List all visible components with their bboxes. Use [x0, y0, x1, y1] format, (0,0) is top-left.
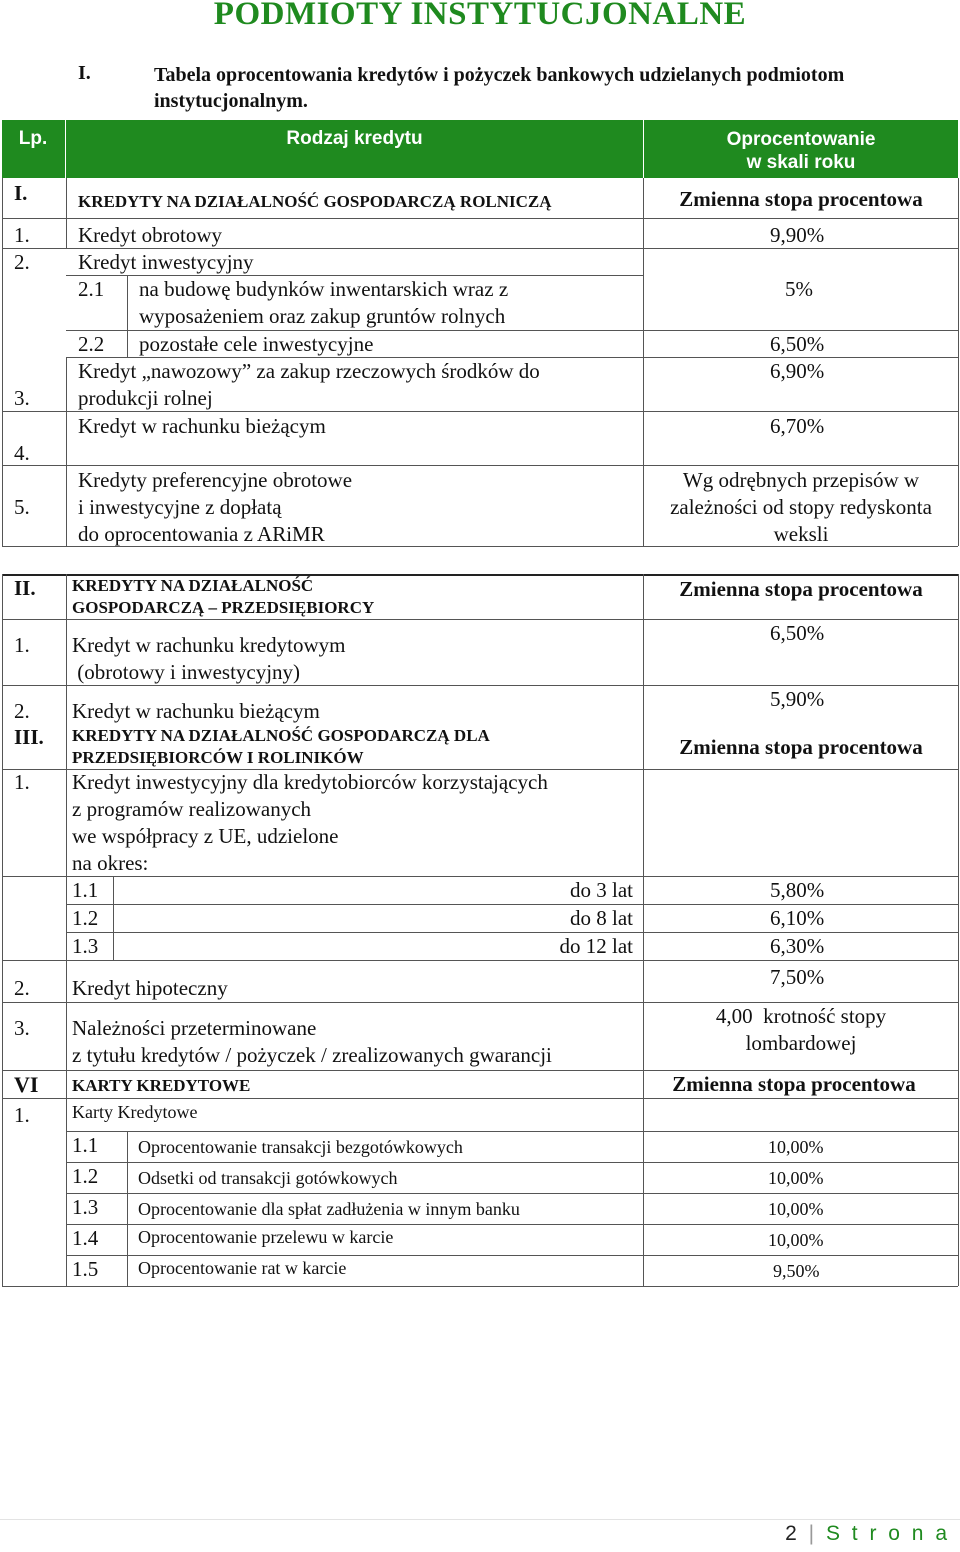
list-item-label: Oprocentowanie dla spłat zadłużenia w innym banku [138, 1199, 520, 1219]
footer-divider [0, 1519, 960, 1520]
list-item-label: Należności przeterminowane z tytułu kredytów / pożyczek / zrealizowanych gwarancji [72, 1016, 552, 1067]
list-item-label: na budowę budynków inwentarskich wraz z wyposażeniem oraz zakup gruntów rolnych [139, 277, 509, 328]
sec6-number: VI [14, 1072, 39, 1097]
list-item-label: Kredyt obrotowy [78, 223, 223, 247]
list-item-label: Kredyt w rachunku bieżącym [72, 699, 320, 723]
list-item-num: 4. [14, 441, 30, 465]
list-item-num: 1.1 [72, 878, 99, 902]
list-item-num: 1.4 [72, 1226, 99, 1250]
list-item-label: Kredyt hipoteczny [72, 976, 228, 1000]
list-item-rate: 6,90% [770, 359, 825, 383]
page-title: PODMIOTY INSTYTUCJONALNE [213, 0, 747, 32]
list-item-num: 5. [14, 495, 30, 519]
list-item-num: 1.2 [72, 906, 99, 930]
list-item-num: 1. [14, 223, 30, 247]
list-item-label: Oprocentowanie przelewu w karcie [138, 1227, 394, 1247]
list-item-label: do 12 lat [559, 934, 633, 958]
footer-label: S t r o n a [825, 1522, 950, 1545]
list-item-rate: 10,00% [768, 1230, 824, 1250]
list-item-rate: Wg odrębnych przepisów w zależności od stopy redyskonta weksli [670, 468, 932, 546]
list-item-label: do 3 lat [570, 878, 633, 902]
list-item-rate: 7,50% [770, 965, 825, 989]
header-lp: Lp. [18, 128, 48, 149]
list-item-label: Oprocentowanie rat w karcie [138, 1258, 347, 1278]
header-rate: Oprocentowanie w skali roku [726, 129, 876, 173]
list-item-rate: 6,30% [770, 934, 825, 958]
list-item-rate: 4,00 krotność stopy lombardowej [715, 1004, 887, 1055]
list-item-label: Kredyt „nawozowy” za zakup rzeczowych środków do produkcji rolnej [78, 359, 540, 410]
list-item-label: Karty Kredytowe [72, 1102, 198, 1122]
page-footer [785, 1522, 950, 1546]
sec3-rate-type: Zmienna stopa procentowa [679, 735, 923, 759]
list-item-rate: 6,10% [770, 906, 825, 930]
list-item-label: Kredyt inwestycyjny dla kredytobiorców korzystających z programów realizowanych we współpracy z UE, udzielone na okres: [72, 770, 548, 875]
list-item-rate: 6,50% [770, 621, 825, 645]
section-title: Tabela oprocentowania kredytów i pożyczek bankowych udzielanych podmiotom instytucjonalnym. [154, 64, 845, 112]
sec1-rate-type: Zmienna stopa procentowa [679, 187, 923, 211]
list-item-rate: 6,50% [770, 332, 825, 356]
list-item-num: 1.3 [72, 934, 99, 958]
list-item-rate: 10,00% [768, 1199, 824, 1219]
list-item-label: Kredyty preferencyjne obrotowe i inwestycyjne z dopłatą do oprocentowania z ARiMR [78, 468, 353, 546]
list-item-num: 3. [14, 1016, 30, 1040]
list-item-num: 1.2 [72, 1164, 99, 1188]
sec1-title: KREDYTY NA DZIAŁALNOŚĆ GOSPODARCZĄ ROLNICZĄ [78, 192, 552, 211]
footer-separator: | [808, 1522, 818, 1545]
list-item-rate: 9,50% [773, 1261, 820, 1281]
sec3-number: III. [14, 725, 44, 749]
sec2-title: KREDYTY NA DZIAŁALNOŚĆ GOSPODARCZĄ – PRZEDSIĘBIORCY [72, 576, 375, 617]
list-item-num: 1.3 [72, 1195, 99, 1219]
section-number: I. [78, 62, 91, 84]
list-item-num: 1. [14, 1103, 30, 1127]
list-item-label: Kredyt w rachunku bieżącym [78, 414, 326, 438]
sec2-rate-type: Zmienna stopa procentowa [679, 577, 923, 601]
list-item-num: 1. [14, 633, 30, 657]
list-item-rate: 5,90% [770, 687, 825, 711]
list-item-num: 1.5 [72, 1257, 99, 1281]
list-item-rate: 9,90% [770, 223, 825, 247]
list-item-rate: 6,70% [770, 414, 825, 438]
sec6-rate-type: Zmienna stopa procentowa [672, 1072, 916, 1096]
list-item-rate: 10,00% [768, 1168, 824, 1188]
list-item-num: 2.1 [78, 277, 105, 301]
list-item-num: 2. [14, 699, 30, 723]
list-item-label: pozostałe cele inwestycyjne [139, 332, 374, 356]
list-item-label: Kredyt w rachunku kredytowym (obrotowy i inwestycyjny) [72, 633, 346, 684]
header-credit-type: Rodzaj kredytu [286, 128, 423, 149]
list-item-label: Kredyt inwestycyjny [78, 250, 254, 274]
sec6-title: KARTY KREDYTOWE [72, 1076, 251, 1095]
sec3-title: KREDYTY NA DZIAŁALNOŚĆ GOSPODARCZĄ DLA PRZEDSIĘBIORCÓW I ROLINIKÓW [72, 726, 490, 767]
list-item-label: do 8 lat [570, 906, 633, 930]
list-item-num: 1.1 [72, 1133, 99, 1157]
list-item-num: 3. [14, 386, 30, 410]
list-item-num: 1. [14, 770, 30, 794]
sec2-number: II. [14, 576, 36, 600]
list-item-num: 2.2 [78, 332, 105, 356]
list-item-num: 2. [14, 976, 30, 1000]
list-item-label: Odsetki od transakcji gotówkowych [138, 1168, 398, 1188]
list-item-rate: 5% [785, 277, 813, 301]
footer-page-number: 2 [785, 1522, 800, 1545]
list-item-rate: 5,80% [770, 878, 825, 902]
sec1-number: I. [14, 181, 28, 205]
list-item-rate: 10,00% [768, 1137, 824, 1157]
list-item-label: Oprocentowanie transakcji bezgotówkowych [138, 1137, 463, 1157]
list-item-num: 2. [14, 250, 30, 274]
